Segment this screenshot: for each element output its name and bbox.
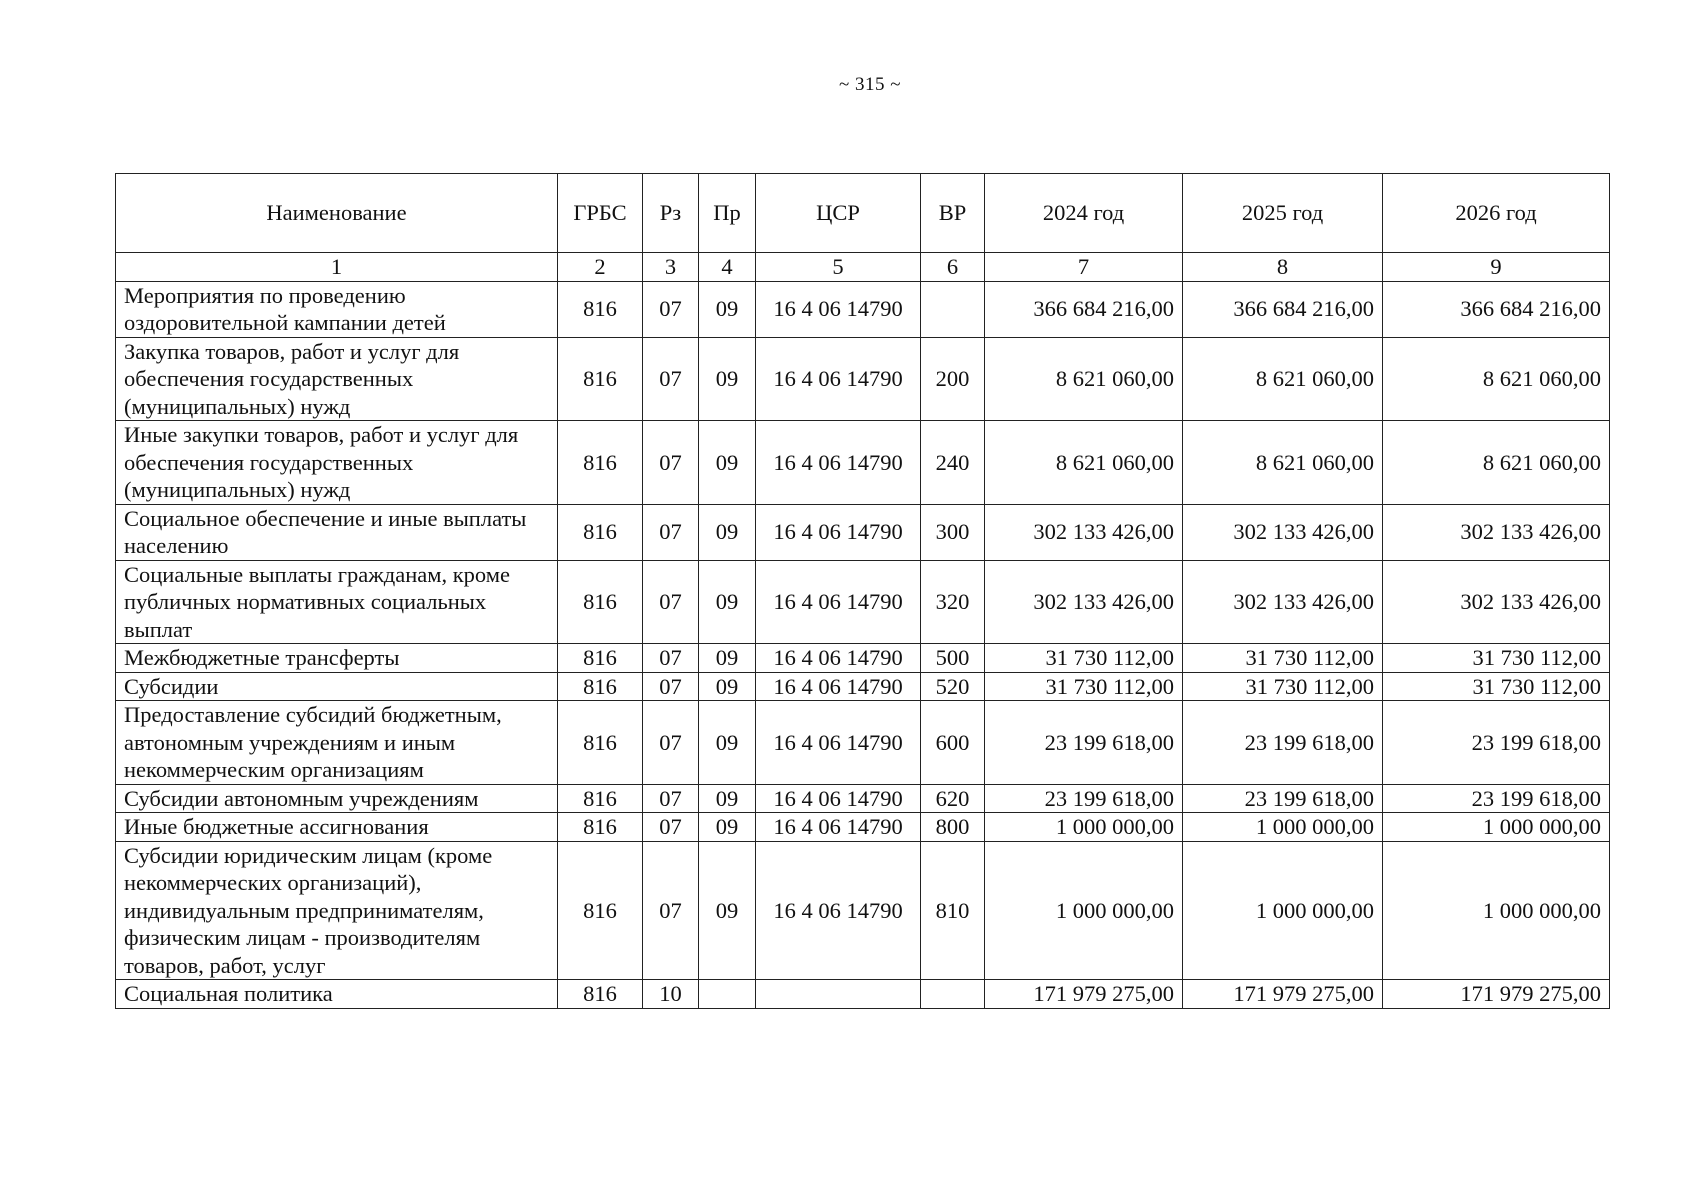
header-2026: 2026 год	[1383, 174, 1610, 253]
row-vr-cell: 200	[921, 337, 985, 421]
row-vr-cell	[921, 980, 985, 1009]
row-csr-cell: 16 4 06 14790	[756, 813, 921, 842]
row-name-cell: Иные бюджетные ассигнования	[116, 813, 558, 842]
row-amount-2025-cell: 302 133 426,00	[1183, 560, 1383, 644]
row-name-cell: Иные закупки товаров, работ и услуг для обеспечения государственных (муниципальных) нужд	[116, 421, 558, 505]
row-name-cell: Субсидии	[116, 672, 558, 701]
header-name: Наименование	[116, 174, 558, 253]
row-amount-2026-cell: 8 621 060,00	[1383, 337, 1610, 421]
row-vr-cell: 300	[921, 504, 985, 560]
table-row	[116, 980, 1610, 1009]
row-amount-2026-cell: 31 730 112,00	[1383, 672, 1610, 701]
table-row	[116, 337, 1610, 421]
row-amount-2025-cell: 366 684 216,00	[1183, 281, 1383, 337]
column-number-row	[116, 253, 1610, 282]
row-vr-cell: 500	[921, 644, 985, 673]
header-vr: ВР	[921, 174, 985, 253]
row-name-cell: Субсидии юридическим лицам (кроме некоммерческих организаций), индивидуальным предпринимателям, физическим лицам - производителям товаров, работ, услуг	[116, 841, 558, 980]
row-rz-cell: 07	[643, 281, 699, 337]
budget-table	[115, 173, 1610, 1009]
row-pr-cell: 09	[699, 784, 756, 813]
row-amount-2025-cell: 31 730 112,00	[1183, 672, 1383, 701]
row-amount-2025-cell: 302 133 426,00	[1183, 504, 1383, 560]
table-row	[116, 672, 1610, 701]
row-vr-cell: 320	[921, 560, 985, 644]
row-pr-cell: 09	[699, 337, 756, 421]
table-row	[116, 813, 1610, 842]
row-grbs-cell: 816	[558, 841, 643, 980]
table-row	[116, 560, 1610, 644]
row-amount-2026-cell: 302 133 426,00	[1383, 560, 1610, 644]
table-row	[116, 421, 1610, 505]
table-row	[116, 644, 1610, 673]
row-rz-cell: 07	[643, 701, 699, 785]
row-rz-cell: 07	[643, 644, 699, 673]
row-amount-2024-cell: 1 000 000,00	[985, 813, 1183, 842]
row-amount-2024-cell: 31 730 112,00	[985, 672, 1183, 701]
row-pr-cell: 09	[699, 644, 756, 673]
column-number: 9	[1383, 253, 1610, 282]
row-vr-cell	[921, 281, 985, 337]
row-rz-cell: 07	[643, 560, 699, 644]
table-row	[116, 281, 1610, 337]
row-csr-cell: 16 4 06 14790	[756, 784, 921, 813]
row-rz-cell: 07	[643, 504, 699, 560]
row-amount-2024-cell: 23 199 618,00	[985, 701, 1183, 785]
header-row	[116, 174, 1610, 253]
row-amount-2024-cell: 23 199 618,00	[985, 784, 1183, 813]
row-pr-cell	[699, 980, 756, 1009]
table-row	[116, 784, 1610, 813]
table-row	[116, 841, 1610, 980]
row-amount-2025-cell: 8 621 060,00	[1183, 421, 1383, 505]
row-name-cell: Закупка товаров, работ и услуг для обеспечения государственных (муниципальных) нужд	[116, 337, 558, 421]
row-amount-2026-cell: 366 684 216,00	[1383, 281, 1610, 337]
row-grbs-cell: 816	[558, 281, 643, 337]
header-grbs: ГРБС	[558, 174, 643, 253]
row-rz-cell: 07	[643, 841, 699, 980]
row-amount-2026-cell: 23 199 618,00	[1383, 784, 1610, 813]
row-csr-cell: 16 4 06 14790	[756, 504, 921, 560]
row-rz-cell: 07	[643, 784, 699, 813]
row-rz-cell: 07	[643, 672, 699, 701]
row-amount-2024-cell: 8 621 060,00	[985, 337, 1183, 421]
row-grbs-cell: 816	[558, 980, 643, 1009]
row-pr-cell: 09	[699, 841, 756, 980]
column-number: 4	[699, 253, 756, 282]
row-amount-2025-cell: 171 979 275,00	[1183, 980, 1383, 1009]
row-amount-2026-cell: 171 979 275,00	[1383, 980, 1610, 1009]
row-grbs-cell: 816	[558, 813, 643, 842]
row-csr-cell: 16 4 06 14790	[756, 281, 921, 337]
row-grbs-cell: 816	[558, 560, 643, 644]
row-pr-cell: 09	[699, 421, 756, 505]
row-amount-2026-cell: 23 199 618,00	[1383, 701, 1610, 785]
row-csr-cell: 16 4 06 14790	[756, 841, 921, 980]
header-pr: Пр	[699, 174, 756, 253]
row-csr-cell: 16 4 06 14790	[756, 560, 921, 644]
row-name-cell: Субсидии автономным учреждениям	[116, 784, 558, 813]
row-name-cell: Социальные выплаты гражданам, кроме публичных нормативных социальных выплат	[116, 560, 558, 644]
column-number: 5	[756, 253, 921, 282]
row-csr-cell: 16 4 06 14790	[756, 644, 921, 673]
row-csr-cell: 16 4 06 14790	[756, 337, 921, 421]
row-pr-cell: 09	[699, 504, 756, 560]
row-grbs-cell: 816	[558, 672, 643, 701]
column-number: 7	[985, 253, 1183, 282]
row-name-cell: Социальная политика	[116, 980, 558, 1009]
row-amount-2026-cell: 31 730 112,00	[1383, 644, 1610, 673]
row-amount-2026-cell: 1 000 000,00	[1383, 813, 1610, 842]
row-amount-2025-cell: 31 730 112,00	[1183, 644, 1383, 673]
row-rz-cell: 07	[643, 337, 699, 421]
row-rz-cell: 07	[643, 421, 699, 505]
row-vr-cell: 520	[921, 672, 985, 701]
row-pr-cell: 09	[699, 281, 756, 337]
row-vr-cell: 620	[921, 784, 985, 813]
row-pr-cell: 09	[699, 701, 756, 785]
row-grbs-cell: 816	[558, 421, 643, 505]
column-number: 1	[116, 253, 558, 282]
row-amount-2025-cell: 23 199 618,00	[1183, 701, 1383, 785]
row-grbs-cell: 816	[558, 784, 643, 813]
row-name-cell: Социальное обеспечение и иные выплаты населению	[116, 504, 558, 560]
row-vr-cell: 240	[921, 421, 985, 505]
row-pr-cell: 09	[699, 672, 756, 701]
column-number: 2	[558, 253, 643, 282]
row-grbs-cell: 816	[558, 701, 643, 785]
row-csr-cell	[756, 980, 921, 1009]
row-csr-cell: 16 4 06 14790	[756, 672, 921, 701]
row-amount-2025-cell: 8 621 060,00	[1183, 337, 1383, 421]
row-amount-2024-cell: 31 730 112,00	[985, 644, 1183, 673]
row-rz-cell: 10	[643, 980, 699, 1009]
column-number: 3	[643, 253, 699, 282]
row-grbs-cell: 816	[558, 644, 643, 673]
header-csr: ЦСР	[756, 174, 921, 253]
row-amount-2024-cell: 366 684 216,00	[985, 281, 1183, 337]
row-pr-cell: 09	[699, 560, 756, 644]
row-vr-cell: 800	[921, 813, 985, 842]
header-rz: Рз	[643, 174, 699, 253]
row-amount-2024-cell: 171 979 275,00	[985, 980, 1183, 1009]
column-number: 8	[1183, 253, 1383, 282]
row-amount-2025-cell: 1 000 000,00	[1183, 813, 1383, 842]
row-name-cell: Межбюджетные трансферты	[116, 644, 558, 673]
page-number: ~ 315 ~	[838, 74, 902, 95]
row-amount-2024-cell: 8 621 060,00	[985, 421, 1183, 505]
row-vr-cell: 810	[921, 841, 985, 980]
column-number: 6	[921, 253, 985, 282]
row-amount-2025-cell: 23 199 618,00	[1183, 784, 1383, 813]
header-2025: 2025 год	[1183, 174, 1383, 253]
row-amount-2024-cell: 302 133 426,00	[985, 560, 1183, 644]
row-vr-cell: 600	[921, 701, 985, 785]
row-csr-cell: 16 4 06 14790	[756, 701, 921, 785]
table-row	[116, 504, 1610, 560]
row-amount-2026-cell: 302 133 426,00	[1383, 504, 1610, 560]
row-amount-2026-cell: 1 000 000,00	[1383, 841, 1610, 980]
row-rz-cell: 07	[643, 813, 699, 842]
row-csr-cell: 16 4 06 14790	[756, 421, 921, 505]
row-amount-2025-cell: 1 000 000,00	[1183, 841, 1383, 980]
table-row	[116, 701, 1610, 785]
row-pr-cell: 09	[699, 813, 756, 842]
row-grbs-cell: 816	[558, 504, 643, 560]
row-name-cell: Предоставление субсидий бюджетным, автономным учреждениям и иным некоммерческим организациям	[116, 701, 558, 785]
row-amount-2026-cell: 8 621 060,00	[1383, 421, 1610, 505]
header-2024: 2024 год	[985, 174, 1183, 253]
row-grbs-cell: 816	[558, 337, 643, 421]
row-name-cell: Мероприятия по проведению оздоровительной кампании детей	[116, 281, 558, 337]
row-amount-2024-cell: 1 000 000,00	[985, 841, 1183, 980]
row-amount-2024-cell: 302 133 426,00	[985, 504, 1183, 560]
